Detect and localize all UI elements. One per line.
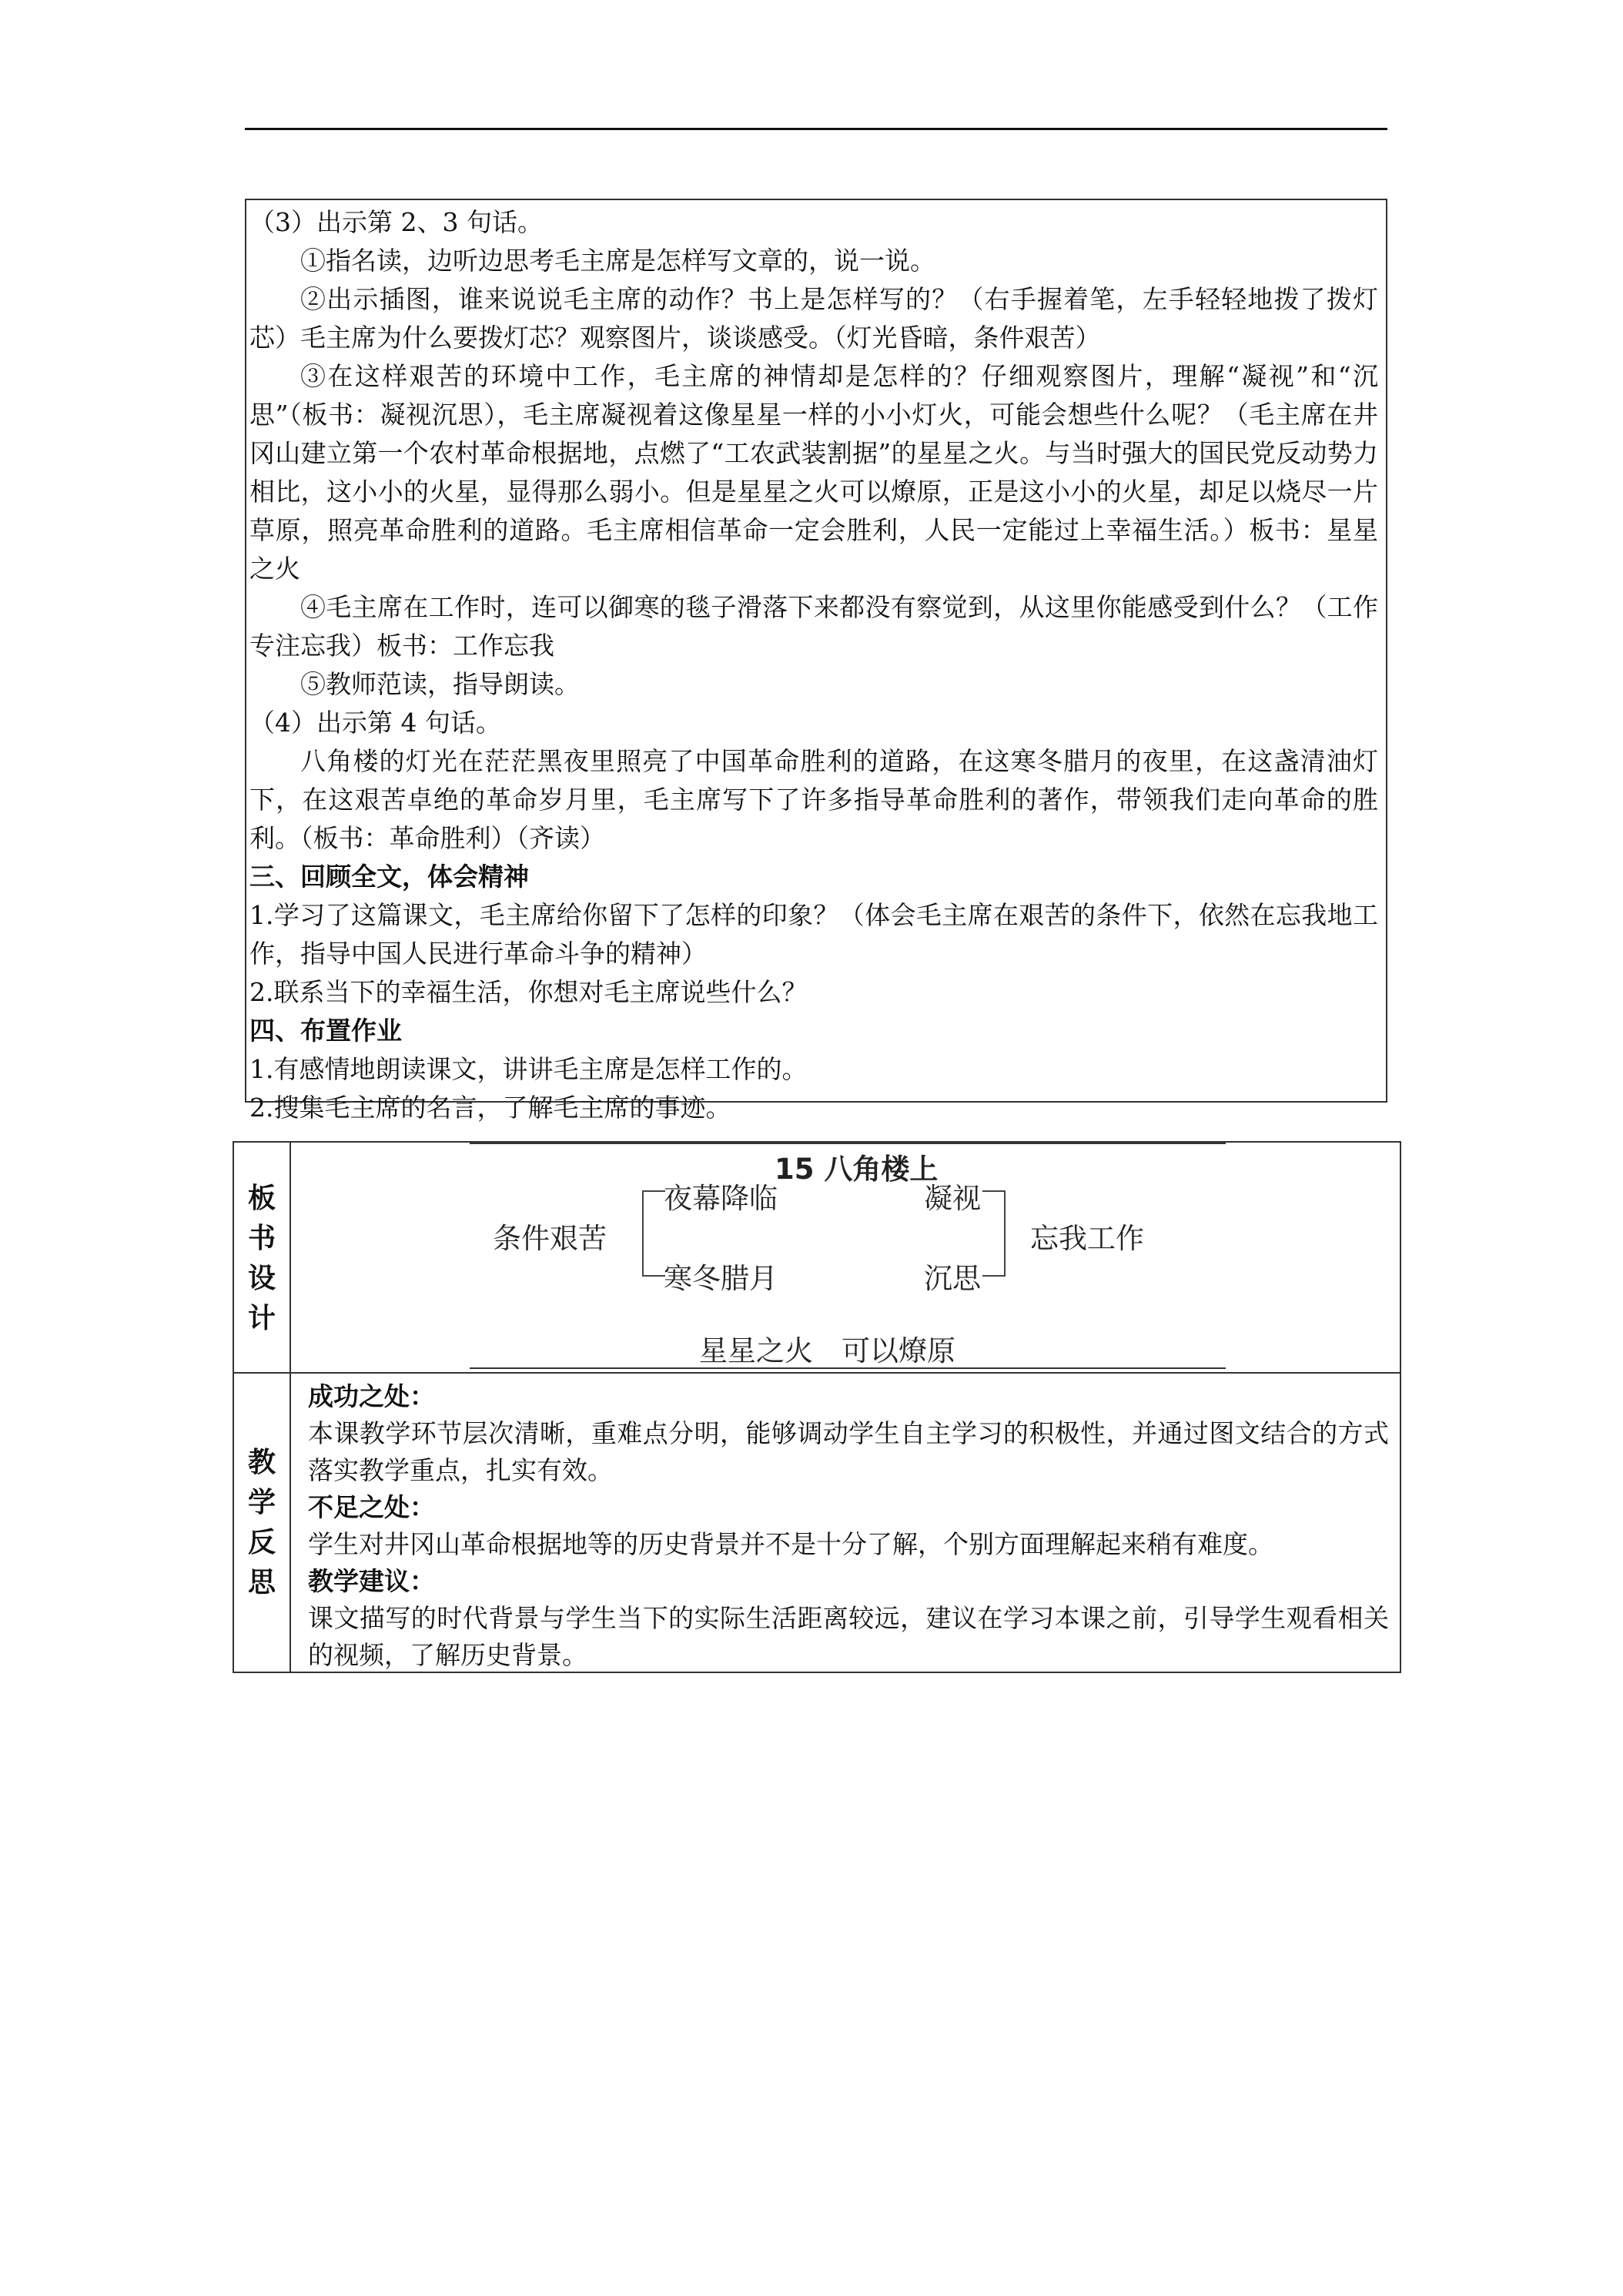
shortcoming-text: 学生对井冈山革命根据地等的历史背景并不是十分了解，个别方面理解起来稍有难度。 [308,1529,1273,1559]
blackboard-design [291,1143,1400,1372]
section3-title: 三、回顾全文，体会精神 [249,862,529,892]
step4-title: （4）出示第 4 句话。 [249,708,501,738]
board-far-right: 忘我工作 [1030,1222,1144,1255]
section3-item-2: 2.联系当下的幸福生活，你想对毛主席说些什么？ [249,977,808,1007]
board-left-text: 条件艰苦 [493,1222,607,1255]
step3-title: （3）出示第 2、3 句话。 [249,207,543,237]
board-mid-bottom: 寒冬腊月 [664,1262,778,1295]
suggestion-text: 课文描写的时代背景与学生当下的实际生活距离较远，建议在学习本课之前，引导学生观看相关的视频，了解历史背景。 [308,1603,1389,1670]
section3-item-1: 1.学习了这篇课文，毛主席给你留下了怎样的印象？（体会毛主席在艰苦的条件下，依然在忘我地工作，指导中国人民进行革命斗争的精神） [249,900,1378,969]
step3-item-2: ②出示插图，谁来说说毛主席的动作？书上是怎样写的？（右手握着笔，左手轻轻地拨了拨灯芯）毛主席为什么要拨灯芯？观察图片，谈谈感受。（灯光昏暗，条件艰苦） [249,284,1378,353]
reflection-label: 教 学 反 思 [234,1374,291,1672]
lesson-steps-box [245,199,1387,1123]
board-right-bottom: 沉思 [924,1262,981,1295]
board-mid-top: 夜幕降临 [664,1182,778,1215]
shortcoming-title: 不足之处： [308,1492,435,1522]
step3-item-3: ③在这样艰苦的环境中工作，毛主席的神情却是怎样的？仔细观察图片，理解“凝视”和“沉思”（板书：凝视沉思），毛主席凝视着这像星星一样的小小灯火，可能会想些什么呢？（毛主席在井冈山建立第一个农村革命根据地，点燃了“工农武装割据”的星星之火。与当时强大的国民党反动势力相比，这小小的火星，显得那么弱小。但是星星之火可以燎原，正是这小小的火星，却足以烧尽一片草原，照亮革命胜利的道路。毛主席相信革命一定会胜利，人民一定能过上幸福生活。）板书：星星之火 [249,361,1378,584]
board-rule-bottom [470,1367,1226,1369]
left-bracket [642,1190,665,1277]
section4-title: 四、布置作业 [249,1016,402,1046]
section4-item-2: 2.搜集毛主席的名言，了解毛主席的事迹。 [249,1093,731,1123]
step3-item-5: ⑤教师范读，指导朗读。 [300,669,580,699]
header-rule [245,128,1387,130]
section4-item-1: 1.有感情地朗读课文，讲讲毛主席是怎样工作的。 [249,1054,808,1084]
success-title: 成功之处： [308,1381,435,1411]
board-bottom-text: 星星之火 可以燎原 [699,1334,955,1367]
board-design-label: 板 书 设 计 [234,1143,291,1374]
board-title: 15 八角楼上 [775,1153,939,1186]
right-bracket [982,1190,1006,1277]
design-reflection-table [233,1141,1401,1673]
suggestion-title: 教学建议： [308,1566,435,1596]
step3-item-4: ④毛主席在工作时，连可以御寒的毯子滑落下来都没有察觉到，从这里你能感受到什么？（工作专注忘我）板书：工作忘我 [249,592,1378,661]
step3-item-1: ①指名读，边听边思考毛主席是怎样写文章的，说一说。 [300,246,935,276]
row-divider [234,1372,1400,1374]
board-rule-top [470,1143,1226,1144]
step4-text: 八角楼的灯光在茫茫黑夜里照亮了中国革命胜利的道路，在这寒冬腊月的夜里，在这盏清油灯下，在这艰苦卓绝的革命岁月里，毛主席写下了许多指导革命胜利的著作，带领我们走向革命的胜利。（板书：革命胜利）（齐读） [249,746,1378,853]
success-text: 本课教学环节层次清晰，重难点分明，能够调动学生自主学习的积极性，并通过图文结合的方式落实教学重点，扎实有效。 [308,1418,1389,1485]
teaching-reflection [308,1378,1389,1674]
board-right-top: 凝视 [924,1182,981,1215]
